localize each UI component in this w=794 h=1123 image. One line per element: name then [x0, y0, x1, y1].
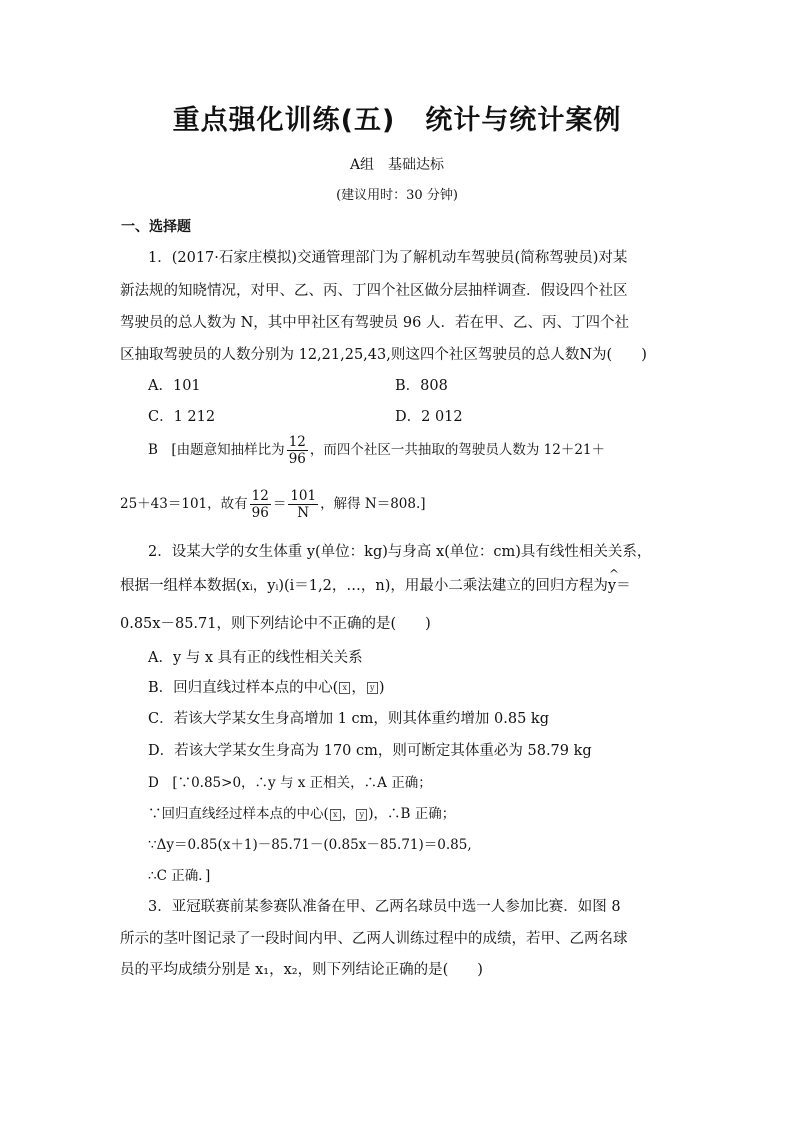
q2-answer-line-3: ∵Δy＝0.85(x＋1)－85.71－(0.85x－85.71)＝0.85,	[148, 837, 472, 853]
q1-answer-text-a: B [由题意知抽样比为	[148, 442, 285, 458]
q1-answer-line-1	[148, 434, 605, 467]
fraction-12-96: $\frac{12}{96}$	[288, 434, 306, 467]
title-main: 重点强化训练(五)	[172, 105, 396, 136]
q1-line-2: 新法规的知晓情况，对甲、乙、丙、丁四个社区做分层抽样调查．假设四个社区	[120, 283, 628, 299]
suggested-time: (建议用时：30 分钟)	[336, 188, 458, 203]
q2-line-2: 根据一组样本数据(xᵢ，yᵢ)(i＝1,2，…，n)，用最小二乘法建立的回归方程为^ y＝	[120, 574, 631, 595]
q2-line-1: 2．设某大学的女生体重 y(单位：kg)与身高 x(单位：cm)具有线性相关关系，	[148, 544, 652, 560]
group-label: A组 基础达标	[349, 157, 445, 173]
q1-line-4: 区抽取驾驶员的人数分别为 12,21,25,43,则这四个社区驾驶员的总人数N为( )	[120, 347, 647, 363]
q2-line-3: 0.85x－85.71，则下列结论中不正确的是( )	[120, 616, 431, 632]
q2-option-b: B．回归直线过样本点的中心( x ， y )	[148, 680, 385, 696]
q1-line-3: 驾驶员的总人数为 N，其中甲社区有驾驶员 96 人．若在甲、乙、丙、丁四个社	[120, 315, 629, 331]
q3-line-1: 3．亚冠联赛前某参赛队准备在甲、乙两名球员中选一人参加比赛．如图 8	[148, 899, 621, 915]
page-title	[0, 98, 794, 137]
y-hat: ^ y	[608, 578, 616, 594]
fraction-12-96-b: $\frac{12}{96}$	[251, 488, 269, 521]
q2-answer-line-2: ∵回归直线经过样本点的中心( x ， y )，∴B 正确；	[148, 806, 456, 822]
x-bar-symbol: x	[339, 682, 350, 694]
y-bar-symbol: y	[367, 682, 378, 694]
x-bar-symbol: x	[330, 809, 341, 821]
title-sub: 统计与统计案例	[425, 105, 622, 136]
q3-line-3: 员的平均成绩分别是 x₁，x₂，则下列结论正确的是( )	[120, 962, 483, 978]
q1-line-1: 1．(2017·石家庄模拟)交通管理部门为了解机动车驾驶员(简称驾驶员)对某	[148, 250, 628, 266]
q1-option-b: B．808	[395, 378, 448, 394]
y-bar-symbol: y	[356, 809, 367, 821]
q1-option-d: D．2 012	[395, 409, 463, 425]
q2-option-c: C．若该大学某女生身高增加 1 cm，则其体重约增加 0.85 kg	[148, 711, 549, 727]
q3-line-2: 所示的茎叶图记录了一段时间内甲、乙两人训练过程中的成绩，若甲、乙两名球	[120, 931, 628, 947]
q2-answer-line-4: ∴C 正确．]	[148, 868, 211, 884]
fraction-101-n: $\frac{101}{N}$	[290, 488, 317, 521]
q1-answer-line-2: 25＋43＝101，故有 $\frac{12}{96}$ ＝ $\frac{101}{N}$ ，解得 N＝808.]	[120, 488, 426, 521]
q2-option-a: A．y 与 x 具有正的线性相关关系	[148, 650, 363, 666]
q2-answer-line-1: D [∵0.85>0，∴y 与 x 正相关，∴A 正确；	[148, 775, 432, 791]
q2-option-d: D．若该大学某女生身高为 170 cm，则可断定其体重必为 58.79 kg	[148, 743, 592, 759]
section-heading: 一、选择题	[121, 219, 191, 235]
q1-option-c: C．1 212	[148, 409, 216, 425]
q1-option-a: A．101	[148, 378, 201, 394]
q1-answer-text-b: ，而四个社区一共抽取的驾驶员人数为 12＋21＋	[309, 442, 606, 458]
